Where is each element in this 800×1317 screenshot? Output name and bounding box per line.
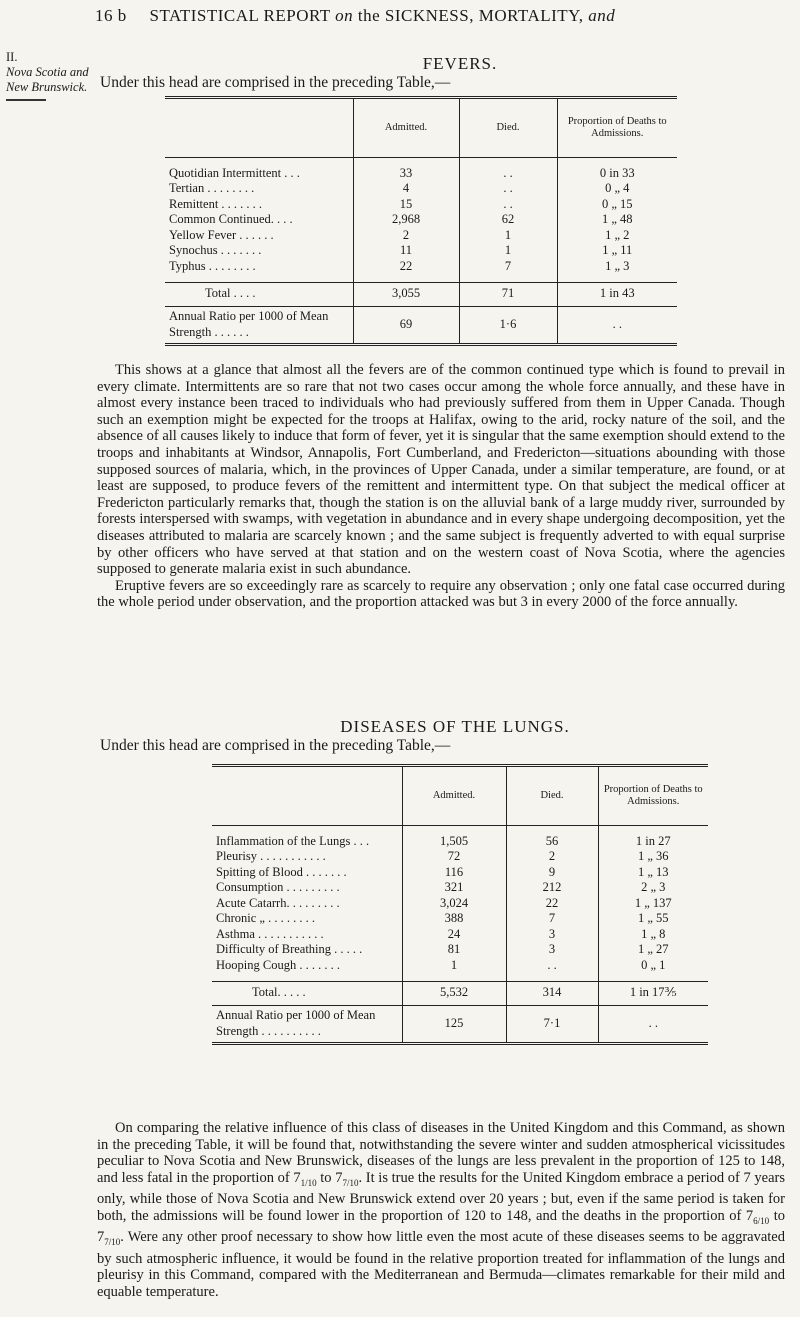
lungs-row-name: Consumption . . . . . . . . . <box>216 880 340 894</box>
lungs-table <box>212 764 708 1045</box>
lungs-annual-admitted: 125 <box>402 1005 506 1043</box>
lungs-row-name: Pleurisy . . . . . . . . . . . <box>216 849 326 863</box>
fevers-row <box>165 166 677 182</box>
lungs-row <box>212 958 708 974</box>
lungs-annual-proportion: . . <box>598 1005 708 1043</box>
lungs-row-name: Difficulty of Breathing . . . . . <box>216 942 363 956</box>
lungs-row <box>212 911 708 927</box>
lungs-row-admitted: 388 <box>402 911 506 927</box>
lungs-annual-label-1: Annual Ratio per 1000 of Mean <box>216 1008 376 1022</box>
lungs-row <box>212 865 708 881</box>
lungs-total-label: Total. . . . . <box>212 981 402 1005</box>
lungs-row <box>212 896 708 912</box>
lungs-row-proportion: 1 „ 36 <box>598 849 708 865</box>
lungs-row-died: . . <box>506 958 598 974</box>
fevers-row <box>165 212 677 228</box>
fevers-intro: Under this head are comprised in the preceding Table,— <box>100 74 451 91</box>
fevers-row-died: 1 <box>459 228 557 244</box>
fevers-title: FEVERS. <box>422 54 498 73</box>
lungs-total-admitted: 5,532 <box>402 981 506 1005</box>
lungs-row <box>212 942 708 958</box>
margin-note-line1: Nova Scotia and <box>6 65 89 79</box>
running-title-1: STATISTICAL REPORT <box>149 6 331 25</box>
lungs-row-died: 3 <box>506 942 598 958</box>
fevers-row-name: Synochus . . . . . . . <box>169 243 262 257</box>
lungs-row-proportion: 2 „ 3 <box>598 880 708 896</box>
fevers-paragraph-1: This shows at a glance that almost all the fevers are of the common continued type which is found to prevail in every climate. Intermittents are so rare that not two cases occur among the whole force annually, and these have in almost every instance been traced to individuals who had previously suffered from them in Upper Canada. Though such an exemption might be expected for the troops at Halifax, owing to the arid, rocky nature of the soil, and the absence of all causes likely to induce that form of fever, yet it is singular that the same exemption should extend to the troops and inhabitants at Windsor, Annapolis, Fort Cumberland, and Fredericton—situations abounding with those supposed sources of malaria, which, in the provinces of Upper Canada, under a similar temperature, are found, or at least are supposed, to produce fevers of the remittent and intermittent type. On that subject the medical officer at Fredericton particularly remarks that, though the station is on the alluvial bank of a large muddy river, surrounded by forests interspersed with swamps, with vegetation in abundance and in every shape undergoing decomposition, yet the diseases attributed to malaria are scarcely known ; and the same subject is frequently adverted to with equal surprise by other officers who have served at that station and on the western coast of Nova Scotia, where the agencies supposed to generate malaria exist in such abundance. <box>97 362 785 578</box>
fevers-row-admitted: 2 <box>353 228 459 244</box>
fevers-row-admitted: 15 <box>353 197 459 213</box>
lungs-row-died: 9 <box>506 865 598 881</box>
fevers-row-admitted: 22 <box>353 259 459 275</box>
fevers-row-proportion: 0 „ 4 <box>557 181 677 197</box>
fevers-row-proportion: 1 „ 3 <box>557 259 677 275</box>
lungs-row-died: 7 <box>506 911 598 927</box>
lungs-header-row <box>212 766 708 826</box>
lungs-row-died: 56 <box>506 834 598 850</box>
margin-note-number: II. <box>6 50 18 64</box>
fevers-row-died: . . <box>459 181 557 197</box>
fevers-annual-proportion: . . <box>557 306 677 344</box>
fevers-row <box>165 259 677 275</box>
fevers-row-name: Remittent . . . . . . . <box>169 196 263 211</box>
margin-note-line2: New Brunswick. <box>6 80 88 94</box>
lungs-row-died: 2 <box>506 849 598 865</box>
fevers-text <box>97 362 785 611</box>
fevers-header-row <box>165 98 677 158</box>
fevers-row <box>165 243 677 259</box>
fevers-row-died: . . <box>459 166 557 182</box>
lungs-annual-label <box>212 1005 402 1043</box>
lungs-paragraph-1: On comparing the relative influence of this class of diseases in the United Kingdom and this Command, as shown in the preceding Table, it will be found that, notwithstanding the severe winter and sudden atmospherical vicissitudes peculiar to Nova Scotia and New Brunswick, diseases of the lungs are less prevalent in the proportion of 125 to 148, and less fatal in the proportion of $7_{1/10}$ to $7_{7/10}$. It is true the results for the United Kingdom embrace a period of 7 years only, while those of Nova Scotia and New Brunswick extend over 20 years ; but, even if the same period is taken for both, the admissions will be found lower in the proportion of 120 to 148, and the deaths in the proportion of $7_{6/10}$ to $7_{7/10}$. Were any other proof necessary to show how little even the most acute of these diseases seems to be aggravated by such atmospheric influence, it would be found in the relative proportion treated for inflammation of the lungs and pleurisy in this Command, compared with the Mediterranean and Bermuda—climates remarkable for their mild and equable temperature. <box>97 1120 786 1301</box>
fevers-row-name: Tertian . . . . . . . . <box>169 181 255 195</box>
fevers-row <box>165 197 677 213</box>
running-title-and: and <box>588 6 616 25</box>
lungs-row-admitted: 24 <box>402 927 506 943</box>
fevers-row-name: Quotidian Intermittent . . . <box>169 165 300 180</box>
fevers-row-died: 62 <box>459 212 557 228</box>
lungs-row-name: Asthma . . . . . . . . . . . <box>216 926 324 941</box>
fevers-annual-row <box>165 306 677 344</box>
lungs-row-died: 3 <box>506 927 598 943</box>
fevers-table <box>165 96 677 346</box>
running-head <box>95 6 795 26</box>
lungs-total-proportion: 1 in 17⅗ <box>598 981 708 1005</box>
fevers-row-admitted: 4 <box>353 181 459 197</box>
fevers-row-name: Common Continued. . . . <box>169 212 293 226</box>
fevers-row-admitted: 11 <box>353 243 459 259</box>
fevers-row-proportion: 0 „ 15 <box>557 197 677 213</box>
lungs-title: DISEASES OF THE LUNGS. <box>340 717 570 736</box>
lungs-header-blank <box>212 766 402 826</box>
lungs-row-died: 212 <box>506 880 598 896</box>
fevers-row-died: 7 <box>459 259 557 275</box>
lungs-row-admitted: 1 <box>402 958 506 974</box>
fevers-row-proportion: 1 „ 48 <box>557 212 677 228</box>
lungs-annual-row <box>212 1005 708 1043</box>
lungs-row-admitted: 321 <box>402 880 506 896</box>
lungs-row <box>212 834 708 850</box>
fevers-col-proportion: Proportion of Deaths to Admissions. <box>557 98 677 158</box>
fevers-annual-label-1: Annual Ratio per 1000 of Mean <box>169 309 329 323</box>
fevers-row-proportion: 1 „ 11 <box>557 243 677 259</box>
fevers-annual-label <box>165 306 353 344</box>
lungs-total-died: 314 <box>506 981 598 1005</box>
lungs-row-name: Acute Catarrh. . . . . . . . . <box>216 895 340 910</box>
lungs-row <box>212 927 708 943</box>
running-title-2: the SICKNESS, MORTALITY, <box>357 6 584 25</box>
lungs-row <box>212 849 708 865</box>
fevers-annual-died: 1·6 <box>459 306 557 344</box>
margin-note-rule <box>6 99 46 101</box>
fevers-paragraph-2: Eruptive fevers are so exceedingly rare as scarcely to require any observation ; only one fatal case occurred during the whole period under observation, and the proportion attacked was but 3 in every 2000 of the force annually. <box>97 577 785 611</box>
lungs-intro: Under this head are comprised in the preceding Table,— <box>100 737 451 754</box>
lungs-row <box>212 880 708 896</box>
lungs-annual-died: 7·1 <box>506 1005 598 1043</box>
lungs-row-name: Spitting of Blood . . . . . . . <box>216 864 347 879</box>
fevers-total-proportion: 1 in 43 <box>557 282 677 306</box>
fevers-row-died: . . <box>459 197 557 213</box>
lungs-row-admitted: 72 <box>402 849 506 865</box>
fevers-total-row <box>165 282 677 306</box>
page-number: 16 b <box>95 6 127 25</box>
lungs-row-proportion: 1 „ 137 <box>598 896 708 912</box>
fevers-row-admitted: 33 <box>353 166 459 182</box>
lungs-col-died: Died. <box>506 766 598 826</box>
lungs-annual-label-2: Strength . . . . . . . . . . <box>216 1023 321 1038</box>
fevers-row-proportion: 1 „ 2 <box>557 228 677 244</box>
lungs-row-name: Hooping Cough . . . . . . . <box>216 957 340 972</box>
lungs-row-admitted: 1,505 <box>402 834 506 850</box>
lungs-row-name: Inflammation of the Lungs . . . <box>216 833 370 848</box>
lungs-row-proportion: 0 „ 1 <box>598 958 708 974</box>
fevers-col-died: Died. <box>459 98 557 158</box>
fevers-col-admitted: Admitted. <box>353 98 459 158</box>
fevers-header-blank <box>165 98 353 158</box>
fevers-row <box>165 228 677 244</box>
lungs-row-name: Chronic „ . . . . . . . . <box>216 911 315 925</box>
lungs-row-proportion: 1 „ 8 <box>598 927 708 943</box>
fevers-row-name: Yellow Fever . . . . . . <box>169 227 274 242</box>
fevers-row <box>165 181 677 197</box>
running-title-on: on <box>335 6 354 25</box>
lungs-text <box>97 1120 785 1301</box>
lungs-row-proportion: 1 „ 13 <box>598 865 708 881</box>
fevers-annual-label-2: Strength . . . . . . <box>169 324 249 339</box>
fevers-annual-admitted: 69 <box>353 306 459 344</box>
lungs-row-admitted: 81 <box>402 942 506 958</box>
lungs-col-proportion: Proportion of Deaths to Admissions. <box>598 766 708 826</box>
fevers-row-died: 1 <box>459 243 557 259</box>
lungs-row-admitted: 116 <box>402 865 506 881</box>
lungs-row-proportion: 1 in 27 <box>598 834 708 850</box>
lungs-row-proportion: 1 „ 27 <box>598 942 708 958</box>
fevers-total-admitted: 3,055 <box>353 282 459 306</box>
lungs-row-admitted: 3,024 <box>402 896 506 912</box>
fevers-total-died: 71 <box>459 282 557 306</box>
lungs-row-died: 22 <box>506 896 598 912</box>
fevers-row-admitted: 2,968 <box>353 212 459 228</box>
lungs-col-admitted: Admitted. <box>402 766 506 826</box>
fevers-row-proportion: 0 in 33 <box>557 166 677 182</box>
fevers-total-label: Total . . . . <box>165 282 353 306</box>
fevers-row-name: Typhus . . . . . . . . <box>169 258 256 273</box>
lungs-row-proportion: 1 „ 55 <box>598 911 708 927</box>
lungs-total-row <box>212 981 708 1005</box>
